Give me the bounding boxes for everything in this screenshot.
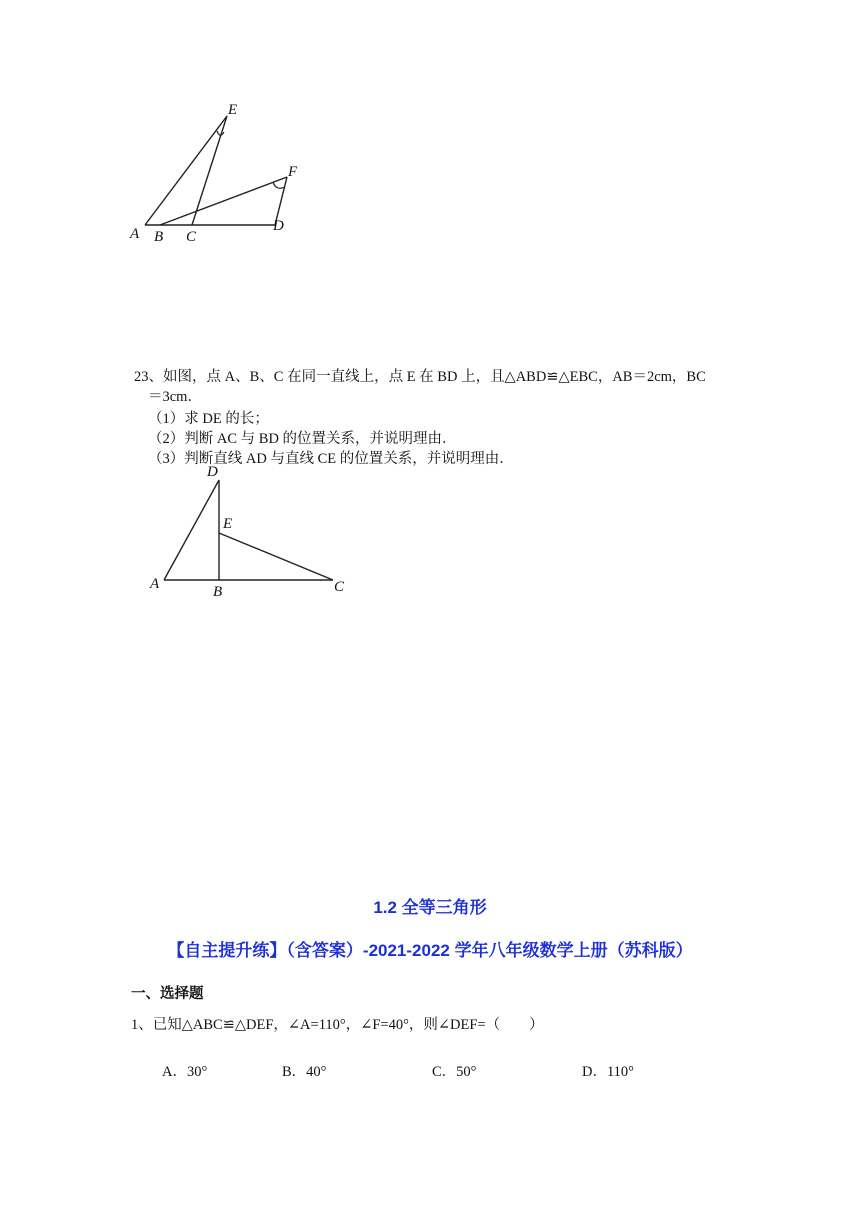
section-title: 1.2 全等三角形: [373, 898, 487, 917]
label-F: F: [288, 164, 298, 180]
question-23-stem-line2: ＝3cm．: [148, 389, 202, 405]
label-D: D: [273, 218, 284, 234]
segment-AE: [145, 116, 227, 225]
segment-EC: [219, 533, 333, 580]
angle-mark-F: [273, 182, 285, 188]
segment-AD: [164, 480, 219, 580]
question-23-part-3: （3）判断直线 AD 与直线 CE 的位置关系，并说明理由．: [148, 451, 514, 467]
question-1-option-b: B．40°: [282, 1064, 327, 1080]
segment-CE: [192, 116, 227, 225]
question-23-part-2: （2）判断 AC 与 BD 的位置关系，并说明理由．: [148, 431, 457, 447]
label-A: A: [130, 226, 140, 242]
label-C: C: [334, 579, 345, 595]
label-E: E: [223, 516, 233, 532]
question-1-stem: 1、已知△ABC≌△DEF，∠A=110°，∠F=40°，则∠DEF=（ ）: [131, 1017, 544, 1033]
section-subtitle: 【自主提升练】（含答案）-2021-2022 学年八年级数学上册（苏科版）: [167, 941, 693, 960]
figure-2-diagram: [140, 460, 360, 605]
question-23-part-1: （1）求 DE 的长；: [148, 411, 269, 427]
label-C: C: [186, 229, 197, 245]
question-1-option-a: A．30°: [162, 1064, 208, 1080]
question-1-option-d: D．110°: [582, 1064, 634, 1080]
segment-BF: [160, 177, 287, 225]
label-B: B: [154, 229, 164, 245]
figure-1-diagram: [120, 95, 320, 255]
question-1-option-c: C．50°: [432, 1064, 477, 1080]
label-A: A: [150, 576, 160, 592]
label-B: B: [213, 584, 223, 600]
label-E: E: [228, 102, 238, 118]
label-D: D: [207, 464, 218, 480]
question-23-stem-line1: 23、如图，点 A、B、C 在同一直线上，点 E 在 BD 上，且△ABD≌△EBC，AB＝2cm，BC: [134, 369, 706, 385]
section-heading-choice: 一、选择题: [131, 986, 204, 1002]
